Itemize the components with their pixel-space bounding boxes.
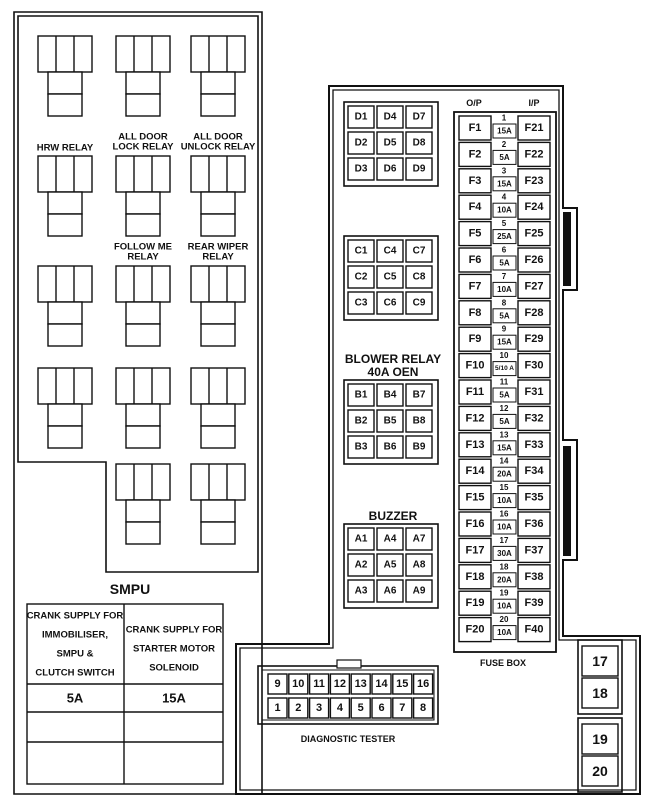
- relay-r2-c2-base-lower: [126, 214, 160, 236]
- fuse-right-label: F33: [524, 438, 544, 451]
- diagnostic-label: DIAGNOSTIC TESTER: [300, 734, 396, 744]
- relay-block-label: A5: [383, 559, 397, 571]
- fuse-number: 14: [499, 456, 509, 466]
- relay-block-label: C3: [354, 297, 368, 309]
- fuse-left-label: F17: [465, 544, 485, 557]
- relay-r3-c1: [38, 266, 92, 302]
- relay-block-label: C6: [383, 297, 397, 309]
- relay-r1-c1-base-upper: [48, 72, 82, 94]
- relay-r2-c1: [38, 156, 92, 192]
- diagnostic-pin-label: 10: [292, 678, 305, 690]
- fuse-number: 16: [499, 509, 509, 519]
- relay-label: HRW RELAY: [36, 142, 94, 154]
- smpu-header: STARTER MOTOR: [133, 643, 215, 655]
- relay-block-label: A9: [412, 585, 426, 597]
- fuse-number: 4: [501, 192, 507, 202]
- fuse-left-label: F6: [468, 254, 482, 266]
- diagnostic-pin-label: 7: [399, 702, 406, 714]
- fuse-left-label: F15: [465, 491, 485, 504]
- relay-block-label: C1: [354, 245, 368, 257]
- relay-block-label: D9: [412, 163, 426, 175]
- fuse-number: 15: [499, 483, 509, 493]
- relay-block-label: C7: [412, 245, 426, 257]
- fuse-box-header-op: O/P: [466, 98, 482, 108]
- fuse-amp: 5A: [499, 152, 510, 162]
- smpu-header: CLUTCH SWITCH: [35, 667, 115, 679]
- fuse-right-label: F38: [524, 570, 544, 583]
- relay-r1-c1-base-lower: [48, 94, 82, 116]
- relay-block-label: B1: [354, 389, 368, 401]
- fuse-left-label: F19: [465, 597, 485, 610]
- relay-block-label: C8: [412, 271, 426, 283]
- smpu-title: SMPU: [109, 581, 151, 597]
- fuse-amp: 5A: [499, 390, 510, 400]
- fuse-number: 17: [499, 535, 509, 545]
- relay-r3-c3-base-upper: [201, 302, 235, 324]
- relay-r5-c3-base-lower: [201, 522, 235, 544]
- smpu-rating: 15A: [162, 690, 186, 706]
- relay-r3-c1-base-lower: [48, 324, 82, 346]
- relay-r4-c3-base-upper: [201, 404, 235, 426]
- side-fuse-label: 17: [592, 653, 608, 669]
- diagnostic-pin-label: 15: [396, 678, 409, 690]
- relay-r2-c3-base-lower: [201, 214, 235, 236]
- fuse-left-label: F3: [468, 174, 482, 187]
- fuse-number: 8: [501, 298, 507, 308]
- relay-r4-c2: [116, 368, 170, 404]
- diagnostic-pin-label: 3: [316, 702, 323, 714]
- relay-block-label: A2: [354, 559, 368, 571]
- fuse-right-label: F21: [524, 122, 544, 134]
- relay-block-label: D6: [383, 163, 397, 175]
- relay-r4-c3: [191, 368, 245, 404]
- fuse-number: 20: [499, 615, 509, 625]
- fuse-right-label: F31: [524, 386, 544, 398]
- side-fuse-label: 18: [592, 685, 608, 701]
- fuse-right-label: F24: [524, 201, 544, 214]
- fuse-number: 19: [499, 588, 509, 598]
- relay-r5-c2: [116, 464, 170, 500]
- relay-block-label: D4: [383, 111, 397, 123]
- relay-block-label: A8: [412, 559, 426, 571]
- relay-block-label: A4: [383, 533, 397, 545]
- relay-r3-c2: [116, 266, 170, 302]
- fuse-amp: 20A: [497, 575, 512, 585]
- relay-r1-c1: [38, 36, 92, 72]
- relay-r1-c3: [191, 36, 245, 72]
- fuse-left-label: F8: [468, 306, 482, 319]
- relay-block-label: B2: [354, 415, 368, 427]
- relay-r3-c2-base-upper: [126, 302, 160, 324]
- relay-label: RELAY: [127, 251, 159, 263]
- smpu-header: SMPU &: [56, 648, 94, 660]
- diagnostic-pin-label: 16: [416, 678, 430, 690]
- smpu-header: CRANK SUPPLY FOR: [125, 624, 223, 636]
- relay-r4-c2-base-lower: [126, 426, 160, 448]
- relay-r2-c3: [191, 156, 245, 192]
- fuse-right-label: F36: [524, 518, 544, 530]
- relay-block-label: D1: [354, 111, 368, 123]
- side-fuse-label: 19: [592, 731, 608, 747]
- relay-block-label: D8: [412, 137, 426, 149]
- fuse-left-label: F4: [468, 201, 482, 214]
- relay-r3-c3: [191, 266, 245, 302]
- fuse-amp: 10A: [497, 496, 512, 506]
- fuse-amp: 5A: [499, 416, 510, 426]
- fuse-right-label: F35: [524, 491, 544, 504]
- relay-r1-c2: [116, 36, 170, 72]
- smpu-header: CRANK SUPPLY FOR: [26, 610, 124, 622]
- fuse-number: 7: [501, 271, 507, 281]
- relay-block-label: B4: [383, 389, 397, 401]
- fuse-right-label: F23: [524, 174, 544, 187]
- relay-label: ALL DOOR: [193, 131, 243, 143]
- diagnostic-pin-label: 9: [274, 678, 281, 690]
- relay-block-label: B3: [354, 441, 368, 453]
- relay-block-label: B7: [412, 389, 426, 401]
- relay-label: FOLLOW ME: [113, 241, 173, 253]
- mount-tab: [563, 446, 571, 556]
- relay-r1-c3-base-lower: [201, 94, 235, 116]
- fuse-amp: 10A: [497, 601, 512, 611]
- fuse-amp: 10A: [497, 628, 512, 638]
- fuse-number: 5: [501, 219, 507, 229]
- fuse-right-label: F22: [524, 148, 544, 161]
- relay-r1-c2-base-lower: [126, 94, 160, 116]
- fuse-amp: 10A: [497, 284, 512, 294]
- fuse-right-label: F28: [524, 306, 544, 319]
- relay-block-label: A3: [354, 585, 368, 597]
- fuse-number: 11: [499, 377, 509, 387]
- fuse-number: 6: [501, 245, 507, 255]
- fuse-left-label: F7: [468, 280, 482, 293]
- fuse-left-label: F13: [465, 438, 485, 451]
- relay-r4-c3-base-lower: [201, 426, 235, 448]
- relay-block-label: C9: [412, 297, 426, 309]
- fuse-left-label: F10: [465, 359, 485, 372]
- diagnostic-pin-label: 4: [336, 702, 343, 714]
- diagnostic-pin-label: 1: [274, 702, 281, 714]
- fuse-right-label: F40: [524, 623, 544, 636]
- fuse-amp: 5A: [499, 258, 510, 268]
- diagnostic-latch: [337, 660, 361, 668]
- smpu-rating: 5A: [66, 690, 84, 706]
- fuse-right-label: F25: [524, 227, 544, 240]
- relay-label: ALL DOOR: [118, 131, 168, 143]
- diagnostic-pin-label: 12: [333, 678, 347, 690]
- relay-block-label: D3: [354, 163, 368, 175]
- diagnostic-pin-label: 14: [375, 678, 388, 690]
- diagnostic-pin-label: 8: [420, 702, 427, 714]
- relay-r2-c2-base-upper: [126, 192, 160, 214]
- relay-r3-c1-base-upper: [48, 302, 82, 324]
- relay-block-label: C4: [383, 245, 397, 257]
- fuse-right-label: F32: [524, 412, 544, 425]
- relay-block-label: A1: [354, 533, 368, 545]
- relay-block-label: D5: [383, 137, 397, 149]
- relay-label: RELAY: [202, 251, 234, 263]
- relay-r3-c3-base-lower: [201, 324, 235, 346]
- relay-r5-c3-base-upper: [201, 500, 235, 522]
- relay-block-label: D2: [354, 137, 368, 149]
- fuse-amp: 10A: [497, 205, 512, 215]
- fuse-left-label: F18: [465, 570, 485, 583]
- fuse-number: 18: [499, 562, 509, 572]
- fuse-right-label: F29: [524, 333, 544, 346]
- relay-block-label: A7: [412, 533, 426, 545]
- fuse-amp: 15A: [497, 179, 512, 189]
- diagnostic-pin-label: 6: [378, 702, 385, 714]
- fuse-box-label: FUSE BOX: [479, 658, 527, 668]
- relay-r5-c2-base-lower: [126, 522, 160, 544]
- fuse-left-label: F14: [465, 465, 485, 478]
- fuse-right-label: F27: [524, 280, 544, 293]
- fuse-amp: 5/10 A: [495, 365, 514, 373]
- fuse-amp: 5A: [499, 311, 510, 321]
- relay-r2-c3-base-upper: [201, 192, 235, 214]
- smpu-header: SOLENOID: [149, 662, 199, 674]
- fuse-amp: 10A: [497, 522, 512, 532]
- diagnostic-pin-label: 5: [357, 702, 364, 714]
- relay-label: LOCK RELAY: [112, 141, 174, 153]
- relay-label: REAR WIPER: [187, 241, 249, 253]
- fuse-left-label: F2: [468, 148, 482, 161]
- side-fuse-label: 20: [592, 763, 608, 779]
- blower-relay-label: 40A OEN: [367, 365, 419, 379]
- fuse-number: 9: [501, 324, 507, 334]
- relay-block-label: B8: [412, 415, 426, 427]
- smpu-header: IMMOBILISER,: [42, 629, 108, 641]
- fuse-left-label: F11: [465, 386, 485, 398]
- relay-block-label: C5: [383, 271, 397, 283]
- fuse-number: 1: [501, 113, 507, 123]
- relay-r1-c2-base-upper: [126, 72, 160, 94]
- relay-r4-c2-base-upper: [126, 404, 160, 426]
- fuse-left-label: F5: [468, 227, 482, 240]
- relay-block-label: A6: [383, 585, 397, 597]
- relay-r2-c2: [116, 156, 170, 192]
- relay-r5-c2-base-upper: [126, 500, 160, 522]
- fuse-amp: 15A: [497, 337, 512, 347]
- fuse-number: 2: [501, 139, 507, 149]
- relay-block-label: B6: [383, 441, 397, 453]
- relay-r1-c3-base-upper: [201, 72, 235, 94]
- fuse-amp: 30A: [497, 548, 512, 558]
- relay-r5-c3: [191, 464, 245, 500]
- buzzer-label: BUZZER: [368, 509, 418, 523]
- fuse-left-label: F12: [465, 412, 485, 425]
- fuse-number: 13: [499, 430, 509, 440]
- fuse-right-label: F39: [524, 597, 544, 610]
- fuse-left-label: F20: [465, 623, 485, 636]
- diagnostic-pin-label: 13: [354, 678, 367, 690]
- relay-block-label: C2: [354, 271, 368, 283]
- fuse-left-label: F1: [468, 122, 482, 134]
- fuse-box-header-ip: I/P: [528, 98, 540, 108]
- fuse-number: 12: [499, 403, 509, 413]
- fuse-left-label: F16: [465, 518, 485, 530]
- fuse-amp: 25A: [497, 232, 512, 242]
- blower-relay-label: BLOWER RELAY: [344, 352, 442, 366]
- fuse-number: 10: [499, 351, 509, 361]
- relay-block-label: D7: [412, 111, 426, 123]
- fuse-number: 3: [501, 166, 507, 176]
- fuse-right-label: F37: [524, 544, 544, 557]
- relay-r2-c1-base-lower: [48, 214, 82, 236]
- relay-r4-c1: [38, 368, 92, 404]
- diagnostic-pin-label: 11: [313, 678, 325, 690]
- fuse-left-label: F9: [468, 333, 482, 346]
- fuse-right-label: F30: [524, 359, 544, 372]
- relay-block-label: B9: [412, 441, 426, 453]
- relay-r4-c1-base-upper: [48, 404, 82, 426]
- relay-r3-c2-base-lower: [126, 324, 160, 346]
- relay-block-label: B5: [383, 415, 397, 427]
- fuse-amp: 15A: [497, 126, 512, 136]
- mount-tab: [563, 212, 571, 286]
- relay-r2-c1-base-upper: [48, 192, 82, 214]
- diagnostic-pin-label: 2: [295, 702, 302, 714]
- fuse-amp: 20A: [497, 469, 512, 479]
- relay-label: UNLOCK RELAY: [180, 141, 256, 153]
- relay-r4-c1-base-lower: [48, 426, 82, 448]
- fuse-right-label: F26: [524, 254, 544, 266]
- fuse-right-label: F34: [524, 465, 544, 478]
- fuse-amp: 15A: [497, 443, 512, 453]
